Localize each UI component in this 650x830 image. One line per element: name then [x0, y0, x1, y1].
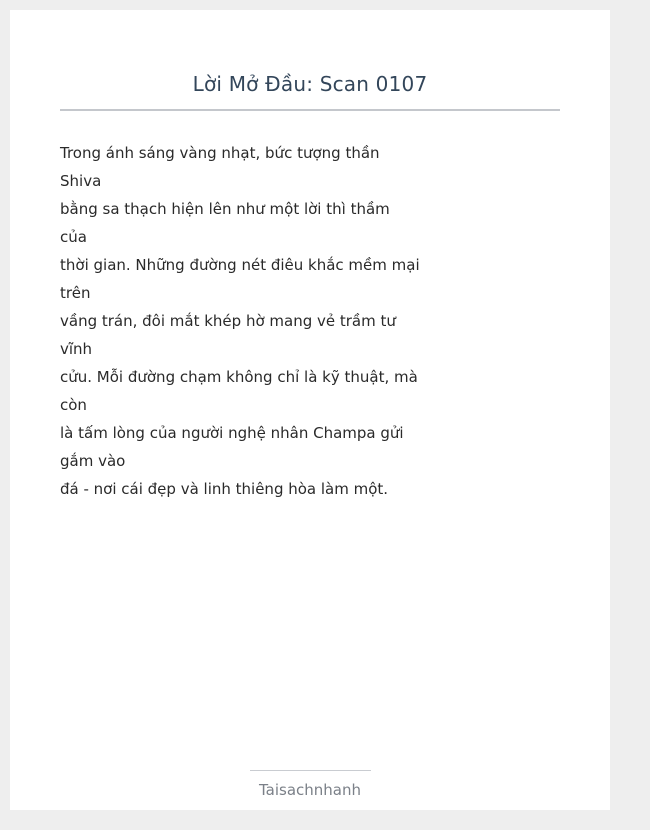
- title-divider: [60, 109, 560, 111]
- text-line: vĩnh: [60, 340, 93, 358]
- body-text: [60, 139, 420, 503]
- document-page: [10, 10, 610, 810]
- text-line: cửu. Mỗi đường chạm không chỉ là kỹ thuật, mà: [60, 368, 418, 386]
- page-title: Lời Mở Đầu: Scan 0107: [192, 72, 428, 96]
- text-line: là tấm lòng của người nghệ nhân Champa gửi: [60, 424, 404, 442]
- text-line: của: [60, 228, 87, 246]
- text-line: đá - nơi cái đẹp và linh thiêng hòa làm một.: [60, 480, 389, 498]
- footer-divider: [250, 770, 371, 771]
- text-line: Trong ánh sáng vàng nhạt, bức tượng thần: [60, 144, 380, 162]
- footer-credit: Taisachnhanh: [258, 781, 362, 799]
- text-line: thời gian. Những đường nét điêu khắc mềm mại: [60, 256, 420, 274]
- text-line: vầng trán, đôi mắt khép hờ mang vẻ trầm tư: [60, 312, 396, 330]
- text-line: còn: [60, 396, 87, 414]
- text-line: bằng sa thạch hiện lên như một lời thì thầm: [60, 200, 390, 218]
- text-line: Shiva: [60, 172, 102, 190]
- text-line: gắm vào: [60, 452, 126, 470]
- text-line: trên: [60, 284, 91, 302]
